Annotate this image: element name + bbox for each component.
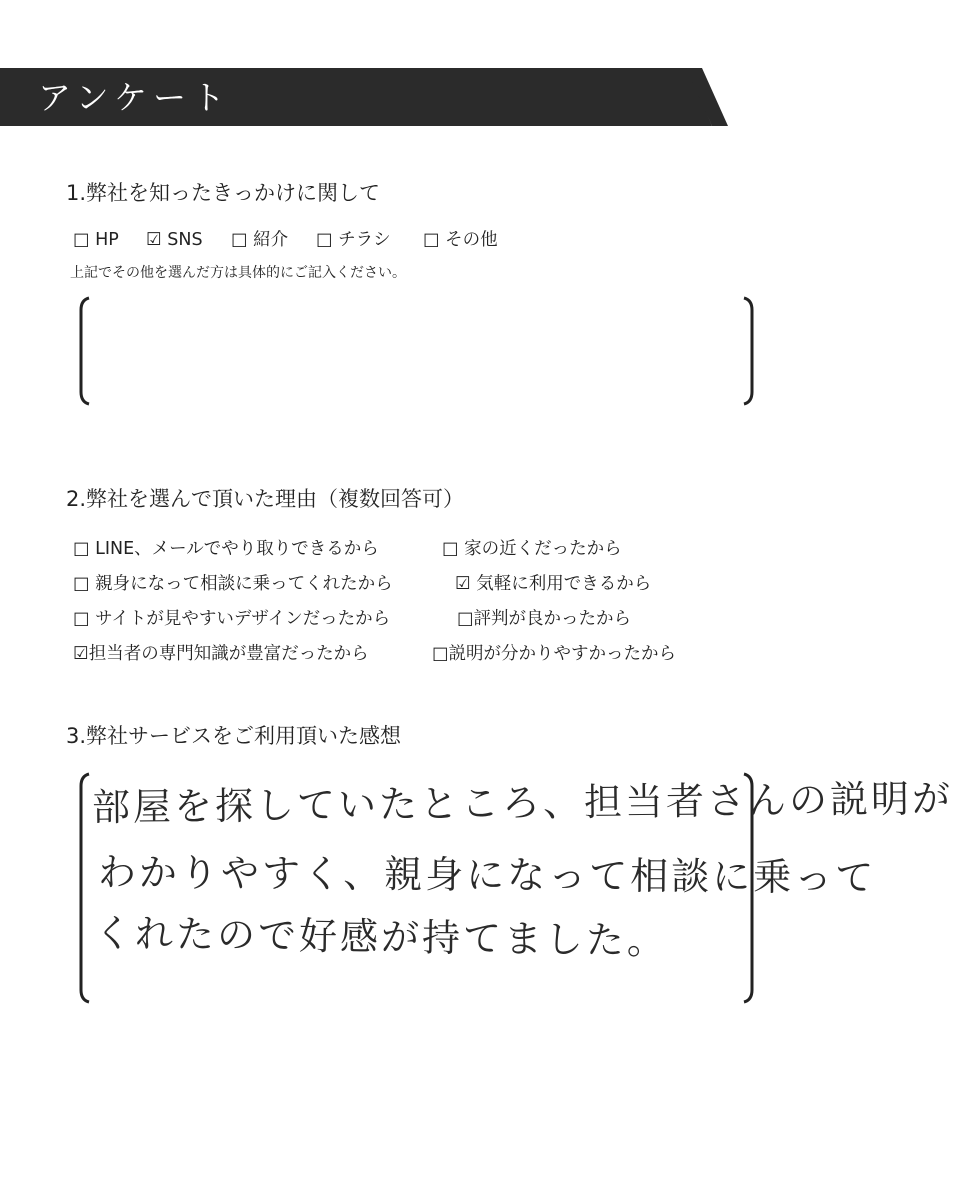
q2-option-expert-knowledge[interactable]: ☑担当者の専門知識が豊富だったから bbox=[73, 644, 369, 664]
q3-answer-line-3: くれたので好感が持てました。 bbox=[93, 910, 669, 964]
question-3-title: 3.弊社サービスをご利用頂いた感想 bbox=[66, 724, 402, 748]
q2-option-near-home[interactable]: □ 家の近くだったから bbox=[442, 539, 622, 559]
q2-option-clear-explanation[interactable]: □説明が分かりやすかったから bbox=[432, 644, 677, 664]
q1-note: 上記でその他を選んだ方は具体的にご記入ください。 bbox=[70, 265, 406, 281]
q2-option-line-email[interactable]: □ LINE、メールでやり取りできるから bbox=[73, 539, 379, 559]
q3-answer-line-1: 部屋を探していたところ、担当者さんの説明が bbox=[91, 776, 953, 830]
q1-option-hp[interactable]: □ HP bbox=[73, 230, 119, 250]
q1-answer-left-bracket bbox=[78, 296, 92, 406]
q3-answer-line-2: わかりやすく、親身になって相談に乗って bbox=[97, 850, 877, 900]
question-2-title: 2.弊社を選んで頂いた理由（複数回答可） bbox=[66, 487, 465, 511]
q3-answer-left-bracket bbox=[78, 772, 92, 1004]
q1-option-referral[interactable]: □ 紹介 bbox=[231, 230, 289, 250]
question-1-title: 1.弊社を知ったきっかけに関して bbox=[66, 181, 381, 205]
q2-option-easy-to-use[interactable]: ☑ 気軽に利用できるから bbox=[455, 574, 652, 594]
page-title: アンケート bbox=[38, 78, 232, 117]
q1-answer-area[interactable] bbox=[95, 300, 740, 400]
q2-option-kind-consultation[interactable]: □ 親身になって相談に乗ってくれたから bbox=[73, 574, 393, 594]
q1-option-flyer[interactable]: □ チラシ bbox=[316, 230, 391, 250]
q1-option-other[interactable]: □ その他 bbox=[423, 230, 498, 250]
q1-option-sns[interactable]: ☑ SNS bbox=[146, 230, 203, 250]
q2-option-good-reputation[interactable]: □評判が良かったから bbox=[457, 609, 632, 629]
q2-option-site-design[interactable]: □ サイトが見やすいデザインだったから bbox=[73, 609, 391, 629]
q1-answer-right-bracket bbox=[741, 296, 755, 406]
